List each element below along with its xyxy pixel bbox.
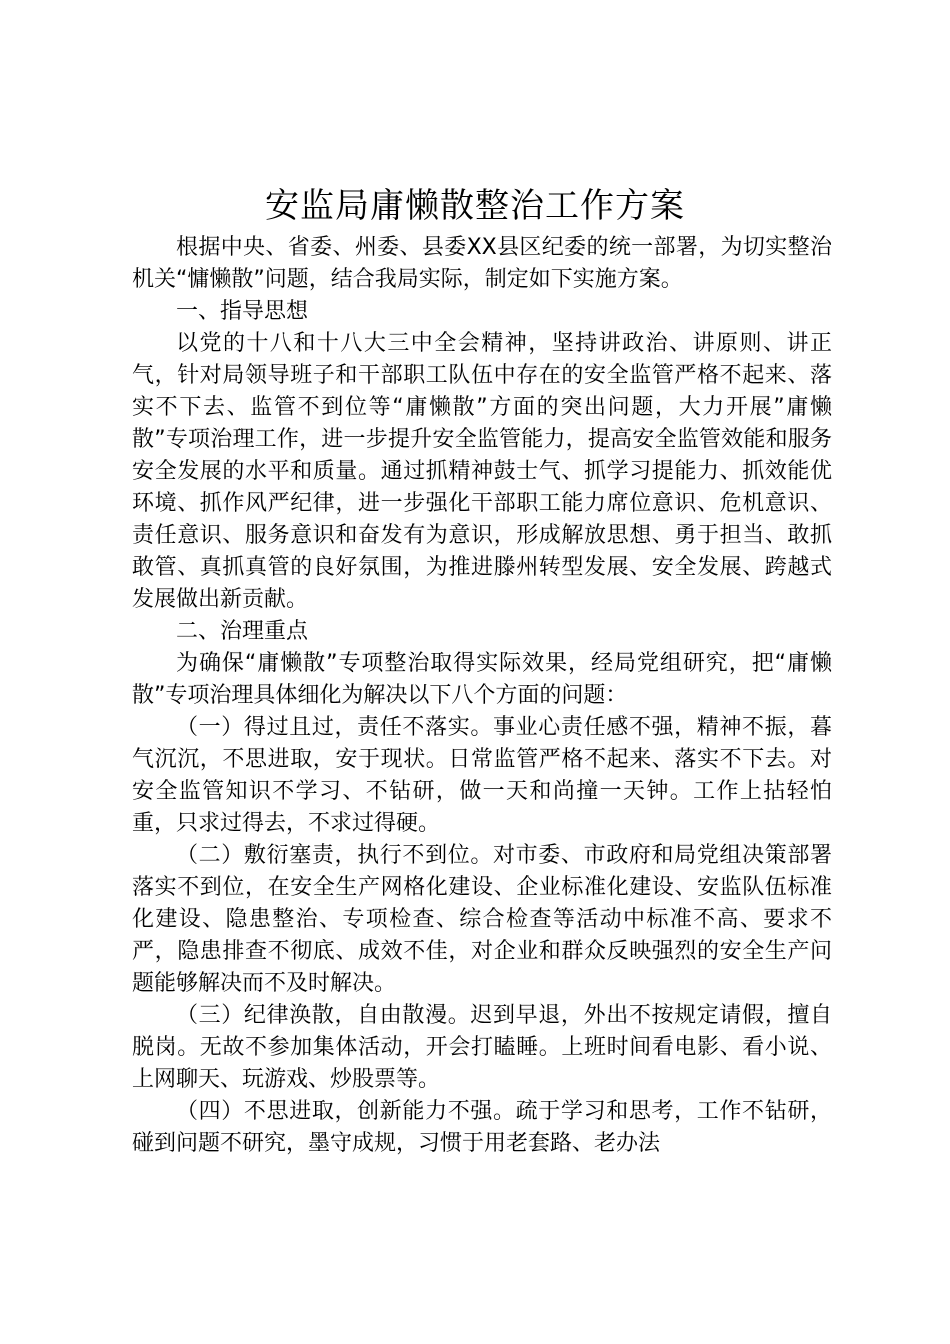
guiding-thought-paragraph: 以党的十八和十八大三中全会精神，坚持讲政治、讲原则、讲正气，针对局领导班子和干部职工队伍中存在的安全监管严格不起来、落实不下去、监管不到位等“庸懒散”方面的突出问题，大力开展”庸懒散”专项治理工作，进一步提升安全监管能力，提高安全监管效能和服务安全发展的水平和质量。通过抓精神鼓士气、抓学习提能力、抓效能优环境、抓作风严纪律，进一步强化干部职工能力席位意识、危机意识、责任意识、服务意识和奋发有为意识，形成解放思想、勇于担当、敢抓敢管、真抓真管的良好氛围，为推进滕州转型发展、安全发展、跨越式发展做出新贡献。 bbox=[132, 331, 832, 612]
key-areas-paragraph: 为确保“庸懒散”专项整治取得实际效果，经局党组研究，把“庸懒散”专项治理具体细化为解决以下八个方面的问题： bbox=[132, 651, 832, 708]
problem-item-3: （三）纪律涣散，自由散漫。迟到早退，外出不按规定请假，擅自脱岗。无故不参加集体活动，开会打瞌睡。上班时间看电影、看小说、上网聊天、玩游戏、炒股票等。 bbox=[132, 1003, 832, 1092]
intro-paragraph: 根据中央、省委、州委、县委XX县区纪委的统一部署，为切实整治机关“慵懒散”问题，结合我局实际，制定如下实施方案。 bbox=[132, 235, 832, 292]
document-title: 安监局庸懒散整治工作方案 bbox=[265, 186, 685, 226]
problem-item-4: （四）不思进取，创新能力不强。疏于学习和思考，工作不钻研，碰到问题不研究，墨守成规，习惯于用老套路、老办法 bbox=[132, 1099, 832, 1156]
section-heading-guiding-thought: 一、指导思想 bbox=[176, 299, 309, 324]
section-heading-key-areas: 二、治理重点 bbox=[176, 619, 309, 644]
problem-item-2: （二）敷衍塞责，执行不到位。对市委、市政府和局党组决策部署落实不到位，在安全生产网格化建设、企业标准化建设、安监队伍标准化建设、隐患整治、专项检查、综合检查等活动中标准不高、要求不严，隐患排查不彻底、成效不佳，对企业和群众反映强烈的安全生产问题能够解决而不及时解决。 bbox=[132, 843, 832, 996]
problem-item-1: （一）得过且过，责任不落实。事业心责任感不强，精神不振，暮气沉沉，不思进取，安于现状。日常监管严格不起来、落实不下去。对安全监管知识不学习、不钻研，做一天和尚撞一天钟。工作上拈轻怕重，只求过得去，不求过得硬。 bbox=[132, 715, 832, 836]
document-body bbox=[132, 232, 832, 1160]
